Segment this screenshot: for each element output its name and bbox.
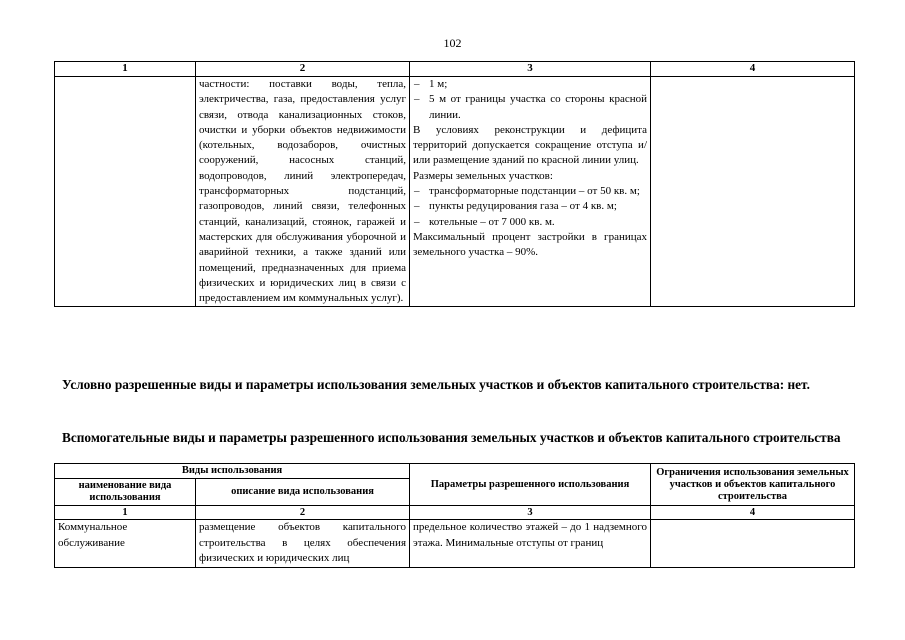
table-row xyxy=(55,77,855,307)
auxiliary-uses-heading: Вспомогательные виды и параметры разрешенного использования земельных участков и объектов капитального строительства xyxy=(62,430,841,445)
name-cell xyxy=(55,77,196,307)
table-header-row xyxy=(55,62,855,77)
paragraph: В условиях реконструкции и дефицита территорий допускается сокращение отступа и/или размещение зданий по красной линии улиц. xyxy=(413,123,647,167)
col-number-1: 1 xyxy=(55,62,196,77)
col-number-4: 4 xyxy=(651,62,855,77)
list-item: – 1 м; xyxy=(413,77,647,92)
column-number-row xyxy=(55,506,855,520)
description-cell: размещение объектов капитального строительства в целях обеспечения физических и юридических лиц xyxy=(196,520,410,568)
parameters-cell: предельное количество этажей – до 1 надземного этажа. Минимальные отступы от границ xyxy=(410,520,651,568)
col-number-1: 1 xyxy=(55,506,196,520)
parameters-header: Параметры разрешенного использования xyxy=(410,464,651,506)
table-row xyxy=(55,520,855,568)
group-header: Виды использования xyxy=(55,464,410,479)
restrictions-cell xyxy=(651,77,855,307)
list-item: – трансформаторные подстанции – от 50 кв. м; xyxy=(413,184,647,199)
setback-list xyxy=(413,77,647,123)
conditional-uses-heading: Условно разрешенные виды и параметры использования земельных участков и объектов капитального строительства: нет. xyxy=(62,377,810,392)
list-item: – пункты редуцирования газа – от 4 кв. м; xyxy=(413,199,647,214)
list-item: – котельные – от 7 000 кв. м. xyxy=(413,215,647,230)
list-item: – 5 м от границы участка со стороны красной линии. xyxy=(413,92,647,123)
table-header-row xyxy=(55,464,855,479)
restrictions-header: Ограничения использования земельных участков и объектов капитального строительства xyxy=(651,464,855,506)
main-table-continuation xyxy=(54,61,855,307)
description-cell: частности: поставки воды, тепла, электричества, газа, предоставления услуг связи, отвода канализационных стоков, очистки и уборки объектов недвижимости (котельных, водозаборов, очистных сооружений, насосных станций, водопроводов, линий электропередач, трансформаторных подстанций, газопроводов, линий связи, телефонных станций, канализаций, стоянок, гаражей и мастерских для обслуживания уборочной и аварийной техники, а также зданий или помещений, предназначенных для приема физических и юридических лиц в связи с предоставлением им коммунальных услуг). xyxy=(196,77,410,307)
plot-size-list xyxy=(413,184,647,230)
col-number-3: 3 xyxy=(410,62,651,77)
paragraph: Максимальный процент застройки в границах земельного участка – 90%. xyxy=(413,230,647,259)
auxiliary-uses-table xyxy=(54,463,855,568)
name-header: наименование вида использования xyxy=(55,479,196,506)
paragraph: Размеры земельных участков: xyxy=(413,169,553,182)
name-cell: Коммунальное обслуживание xyxy=(55,520,196,568)
description-header: описание вида использования xyxy=(196,479,410,506)
parameters-cell xyxy=(410,77,651,307)
col-number-2: 2 xyxy=(196,506,410,520)
restrictions-cell xyxy=(651,520,855,568)
col-number-4: 4 xyxy=(651,506,855,520)
col-number-3: 3 xyxy=(410,506,651,520)
col-number-2: 2 xyxy=(196,62,410,77)
page-number: 102 xyxy=(443,36,462,50)
